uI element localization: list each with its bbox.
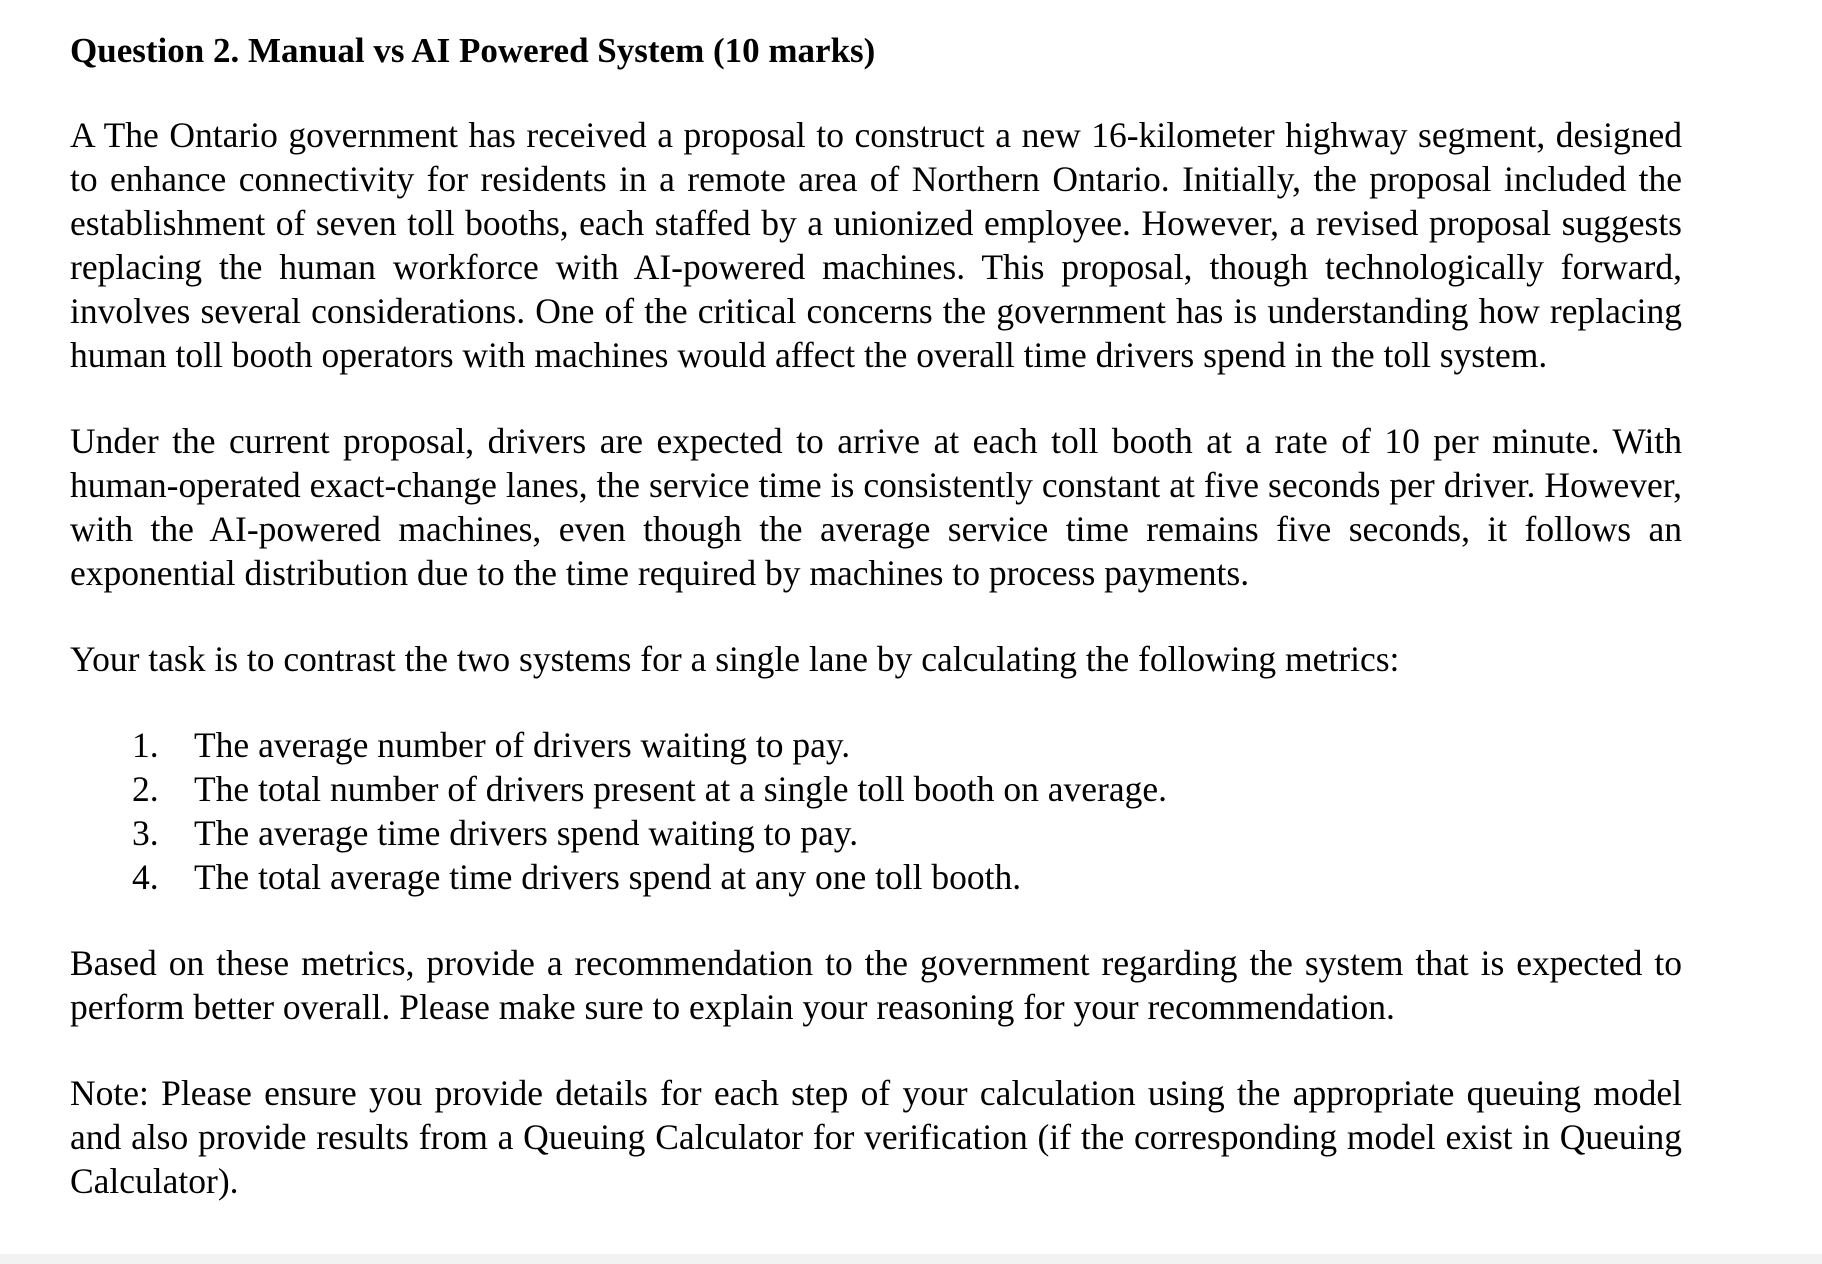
list-item-number: 4. bbox=[132, 857, 159, 897]
note-paragraph: Note: Please ensure you provide details for each step of your calculation using the appropriate queuing model and also provide results from a Queuing Calculator for verification (if the corresponding model exist in Queuing Calculator). bbox=[70, 1073, 1682, 1201]
task-paragraph: Your task is to contrast the two systems for a single lane by calculating the following metrics: bbox=[70, 639, 1400, 679]
list-item-number: 3. bbox=[132, 813, 159, 853]
list-item-text: The total average time drivers spend at any one toll booth. bbox=[194, 857, 1022, 897]
recommendation-paragraph: Based on these metrics, provide a recommendation to the government regarding the system that is expected to perform better overall. Please make sure to explain your reasoning for your recommendation. bbox=[70, 943, 1682, 1027]
list-item-text: The total number of drivers present at a single toll booth on average. bbox=[194, 769, 1167, 809]
list-item-text: The average number of drivers waiting to pay. bbox=[194, 725, 851, 765]
list-item-text: The average time drivers spend waiting to pay. bbox=[194, 813, 859, 853]
bottom-edge-bar bbox=[0, 1254, 1822, 1264]
list-item bbox=[70, 855, 1682, 899]
question-title: Question 2. Manual vs AI Powered System (10 marks) bbox=[70, 31, 876, 70]
document-page bbox=[70, 24, 1682, 1203]
list-item bbox=[70, 723, 1682, 767]
list-item-number: 1. bbox=[132, 725, 159, 765]
proposal-details-paragraph: Under the current proposal, drivers are expected to arrive at each toll booth at a rate of 10 per minute. With human-operated exact-change lanes, the service time is consistently constant at five seconds per driver. However, with the AI-powered machines, even though the average service time remains five seconds, it follows an exponential distribution due to the time required by machines to process payments. bbox=[70, 421, 1682, 593]
intro-paragraph: A The Ontario government has received a proposal to construct a new 16-kilometer highway segment, designed to enhance connectivity for residents in a remote area of Northern Ontario. Initially, the proposal included the establishment of seven toll booths, each staffed by a unionized employee. However, a revised proposal suggests replacing the human workforce with AI-powered machines. This proposal, though technologically forward, involves several considerations. One of the critical concerns the government has is understanding how replacing human toll booth operators with machines would affect the overall time drivers spend in the toll system. bbox=[70, 115, 1682, 375]
list-item bbox=[70, 811, 1682, 855]
list-item-number: 2. bbox=[132, 769, 159, 809]
metrics-list bbox=[70, 723, 1682, 899]
list-item bbox=[70, 767, 1682, 811]
